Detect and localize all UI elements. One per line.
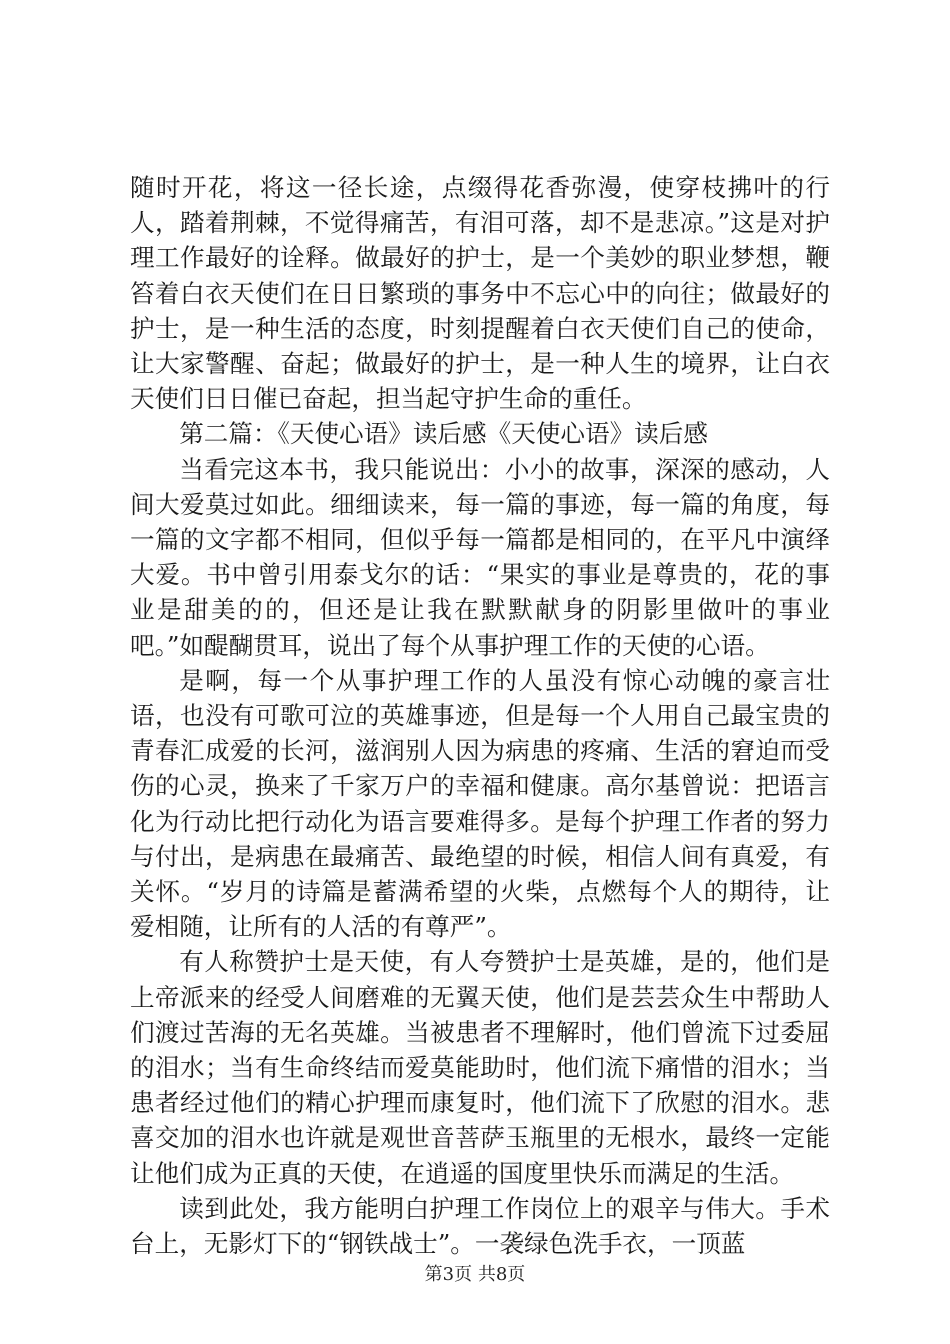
page-number-footer: 第3页 共8页 [424, 1264, 526, 1285]
document-body [130, 170, 830, 1261]
paragraph: 当看完这本书，我只能说出：小小的故事，深深的感动，人间大爱莫过如此。细细读来，每一篇的事迹，每一篇的角度，每一篇的文字都不相同，但似乎每一篇都是相同的，在平凡中演绎大爱。书中曾引用泰戈尔的话：“果实的事业是尊贵的，花的事业是甜美的的，但还是让我在默默献身的阴影里做叶的事业吧。”如醍醐贯耳，说出了每个从事护理工作的天使的心语。 [130, 454, 830, 660]
paragraph-continuation: 随时开花，将这一径长途，点缀得花香弥漫，使穿枝拂叶的行人，踏着荆棘，不觉得痛苦，有泪可落，却不是悲凉。”这是对护理工作最好的诠释。做最好的护士，是一个美妙的职业梦想，鞭笞着白衣天使们在日日繁琐的事务中不忘心中的向往；做最好的护士，是一种生活的态度，时刻提醒着白衣天使们自己的使命，让大家警醒、奋起；做最好的护士，是一种人生的境界，让白衣天使们日日催已奋起，担当起守护生命的重任。 [130, 173, 830, 414]
section-heading: 第二篇：《天使心语》读后感《天使心语》读后感 [179, 419, 708, 449]
paragraph: 有人称赞护士是天使，有人夸赞护士是英雄，是的，他们是上帝派来的经受人间磨难的无翼天使，他们是芸芸众生中帮助人们渡过苦海的无名英雄。当被患者不理解时，他们曾流下过委屈的泪水；当有生命终结而爱莫能助时，他们流下痛惜的泪水；当患者经过他们的精心护理而康复时，他们流下了欣慰的泪水。悲喜交加的泪水也许就是观世音菩萨玉瓶里的无根水，最终一定能让他们成为正真的天使，在逍遥的国度里快乐而满足的生活。 [130, 947, 830, 1188]
paragraph: 读到此处，我方能明白护理工作岗位上的艰辛与伟大。手术台上，无影灯下的“钢铁战士”。一袭绿色洗手衣，一顶蓝 [130, 1193, 830, 1259]
paragraph: 是啊，每一个从事护理工作的人虽没有惊心动魄的豪言壮语，也没有可歌可泣的英雄事迹，但是每一个人用自己最宝贵的青春汇成爱的长河，滋润别人因为病患的疼痛、生活的窘迫而受伤的心灵，换来了千家万户的幸福和健康。高尔基曾说：把语言化为行动比把行动化为语言要难得多。是每个护理工作者的努力与付出，是病患在最痛苦、最绝望的时候，相信人间有真爱，有关怀。“岁月的诗篇是蓄满希望的火柴，点燃每个人的期待，让爱相随，让所有的人活的有尊严”。 [130, 665, 830, 942]
